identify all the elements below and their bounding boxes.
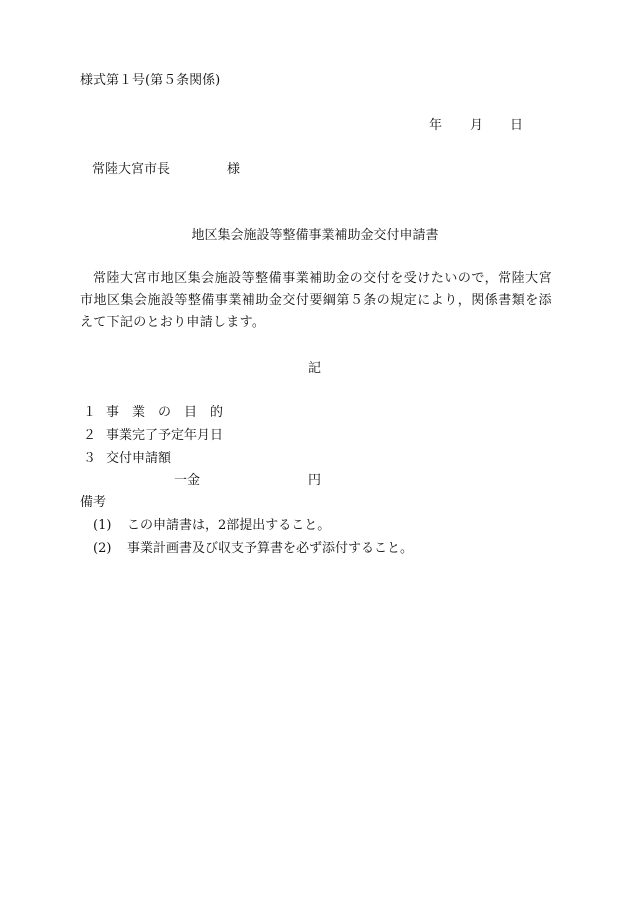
item-2-number: ２ xyxy=(83,428,97,443)
remark-2-text: 事業計画書及び収支予算書を必ず添付すること。 xyxy=(127,541,414,556)
date-year-label: 年 xyxy=(429,118,443,133)
date-day-label: 日 xyxy=(510,118,524,133)
ki-heading: 記 xyxy=(308,361,322,376)
item-3-number: ３ xyxy=(83,451,97,466)
remark-2-number: (2) xyxy=(93,541,112,556)
item-3-label: 交付申請額 xyxy=(106,451,172,466)
addressee-honorific: 様 xyxy=(227,162,241,177)
date-month-label: 月 xyxy=(470,118,484,133)
amount-prefix: 一金 xyxy=(174,473,201,488)
form-number: 様式第１号(第５条関係) xyxy=(80,73,221,88)
body-paragraph: 常陸大宮市地区集会施設等整備事業補助金の交付を受けたいので，常陸大宮市地区集会施設等整備事業補助金交付要綱第５条の規定により，関係書類を添えて下記のとおり申請します。 xyxy=(80,271,552,330)
item-1-number: １ xyxy=(83,405,97,420)
remark-1-text: この申請書は，2部提出すること。 xyxy=(127,518,331,533)
document-title: 地区集会施設等整備事業補助金交付申請書 xyxy=(191,228,439,243)
item-2-label: 事業完了予定年月日 xyxy=(106,428,224,443)
addressee-name: 常陸大宮市長 xyxy=(92,162,171,177)
amount-unit: 円 xyxy=(308,473,322,488)
remarks-heading: 備考 xyxy=(80,495,107,510)
item-1-label: 事 業 の 目 的 xyxy=(106,405,224,420)
remark-1-number: (1) xyxy=(93,518,112,533)
